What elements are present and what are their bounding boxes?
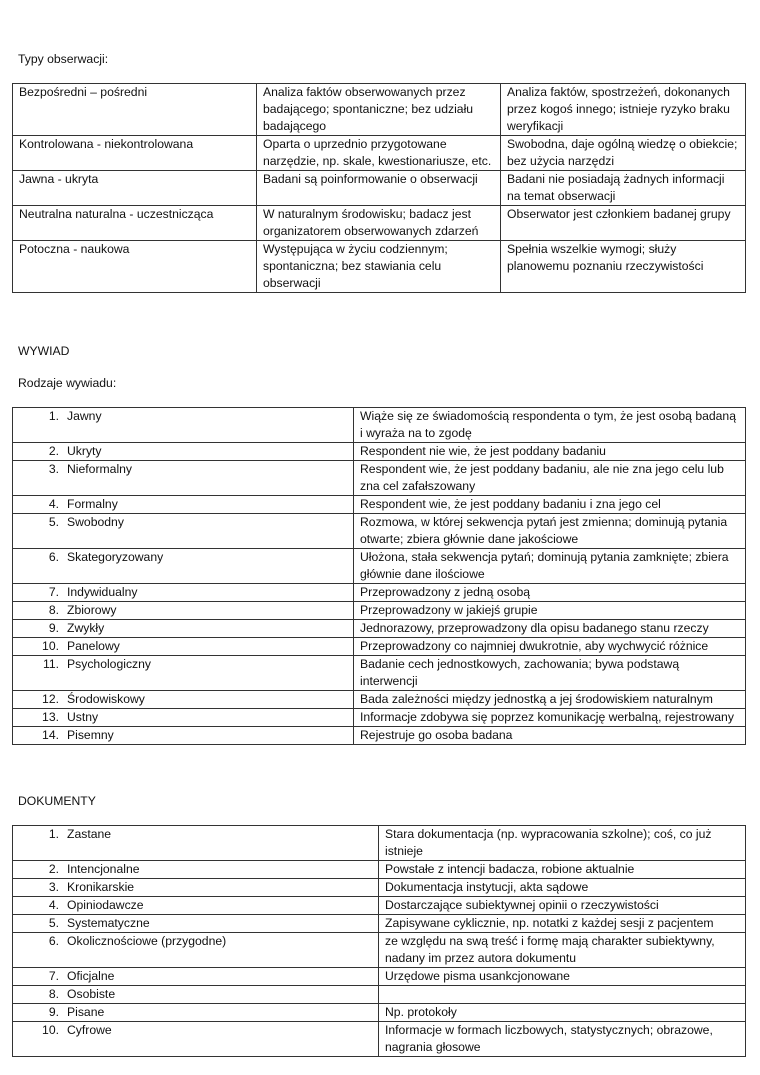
- interview-type-description: Respondent wie, że jest poddany badaniu i zna jego cel: [354, 496, 746, 514]
- interview-type-description: Przeprowadzony w jakiejś grupie: [354, 602, 746, 620]
- table-row: [13, 620, 746, 638]
- table-row: [13, 584, 746, 602]
- interview-type-name: Zwykły: [67, 621, 105, 635]
- interview-type-name: Ukryty: [67, 444, 102, 458]
- table-row: [13, 1004, 746, 1022]
- document-type-name: Kronikarskie: [67, 880, 135, 894]
- table-row: [13, 879, 746, 897]
- interview-type-name: Formalny: [67, 497, 118, 511]
- row-number: 10.: [42, 1023, 59, 1037]
- table-cell: Kontrolowana - niekontrolowana: [13, 136, 257, 171]
- table-cell: W naturalnym środowisku; badacz jest organizatorem obserwowanych zdarzeń: [257, 206, 501, 241]
- document-type-name: Osobiste: [67, 987, 116, 1001]
- interview-type-description: Przeprowadzony co najmniej dwukrotnie, aby wychwycić różnice: [354, 638, 746, 656]
- interview-type-name: Panelowy: [67, 639, 120, 653]
- interview-type-name: Zbiorowy: [67, 603, 117, 617]
- interview-type-description: Wiąże się ze świadomością respondenta o tym, że jest osobą badaną i wyraża na to zgodę: [354, 408, 746, 443]
- row-number: 2.: [48, 862, 59, 876]
- row-number: 7.: [48, 585, 59, 599]
- table-row: [13, 602, 746, 620]
- table-row: [13, 241, 746, 293]
- document-type-description: Powstałe z intencji badacza, robione aktualnie: [379, 861, 746, 879]
- row-number: 8.: [48, 603, 59, 617]
- table-cell: Obserwator jest członkiem badanej grupy: [501, 206, 746, 241]
- row-number: 13.: [42, 710, 59, 724]
- table-row: [13, 443, 746, 461]
- observation-types-table: [12, 83, 746, 293]
- interview-type-description: Badanie cech jednostkowych, zachowania; bywa podstawą interwencji: [354, 656, 746, 691]
- document-type-description: Zapisywane cyklicznie, np. notatki z każdej sesji z pacjentem: [379, 915, 746, 933]
- interview-type-name: Skategoryzowany: [67, 550, 164, 564]
- interview-type-name: Środowiskowy: [67, 692, 145, 706]
- interview-type-description: Przeprowadzony z jedną osobą: [354, 584, 746, 602]
- interview-type-name: Pisemny: [67, 728, 114, 742]
- table-row: [13, 656, 746, 691]
- table-row: [13, 861, 746, 879]
- interview-type-description: Rozmowa, w której sekwencja pytań jest zmienna; dominują pytania otwarte; zbiera głównie dane jakościowe: [354, 514, 746, 549]
- table-row: [13, 549, 746, 584]
- document-type-description: Informacje w formach liczbowych, statystycznych; obrazowe, nagrania głosowe: [379, 1022, 746, 1057]
- row-number: 10.: [42, 639, 59, 653]
- table-row: [13, 206, 746, 241]
- row-number: 3.: [48, 462, 59, 476]
- interview-type-description: Respondent nie wie, że jest poddany badaniu: [354, 443, 746, 461]
- table-cell: Analiza faktów obserwowanych przez badającego; spontaniczne; bez udziału badającego: [257, 84, 501, 136]
- interview-type-name: Jawny: [67, 409, 102, 423]
- interview-types-heading: Rodzaje wywiadu:: [18, 376, 117, 390]
- observation-types-heading: Typy obserwacji:: [18, 52, 109, 66]
- table-row: [13, 915, 746, 933]
- row-number: 5.: [48, 515, 59, 529]
- table-cell: Neutralna naturalna - uczestnicząca: [13, 206, 257, 241]
- interview-type-name: Ustny: [67, 710, 99, 724]
- row-number: 7.: [48, 969, 59, 983]
- table-row: [13, 968, 746, 986]
- row-number: 12.: [42, 692, 59, 706]
- table-row: [13, 1022, 746, 1057]
- interview-type-name: Indywidualny: [67, 585, 138, 599]
- document-type-description: Dostarczające subiektywnej opinii o rzeczywistości: [379, 897, 746, 915]
- table-cell: Oparta o uprzednio przygotowane narzędzie, np. skale, kwestionariusze, etc.: [257, 136, 501, 171]
- document-type-name: Cyfrowe: [67, 1023, 112, 1037]
- interview-type-description: Respondent wie, że jest poddany badaniu, ale nie zna jego celu lub zna cel zafałszowany: [354, 461, 746, 496]
- row-number: 2.: [48, 444, 59, 458]
- document-type-description: ze względu na swą treść i formę mają charakter subiektywny, nadany im przez autora dokumentu: [379, 933, 746, 968]
- row-number: 5.: [48, 916, 59, 930]
- interview-type-name: Nieformalny: [67, 462, 133, 476]
- table-cell: Swobodna, daje ogólną wiedzę o obiekcie; bez użycia narzędzi: [501, 136, 746, 171]
- document-type-description: Urzędowe pisma usankcjonowane: [379, 968, 746, 986]
- table-cell: Jawna - ukryta: [13, 171, 257, 206]
- document-type-name: Systematyczne: [67, 916, 150, 930]
- interview-type-description: Jednorazowy, przeprowadzony dla opisu badanego stanu rzeczy: [354, 620, 746, 638]
- row-number: 6.: [48, 934, 59, 948]
- document-type-description: Dokumentacja instytucji, akta sądowe: [379, 879, 746, 897]
- table-row: [13, 897, 746, 915]
- row-number: 14.: [42, 728, 59, 742]
- row-number: 1.: [48, 827, 59, 841]
- row-number: 9.: [48, 621, 59, 635]
- interview-type-description: Informacje zdobywa się poprzez komunikację werbalną, rejestrowany: [354, 709, 746, 727]
- table-row: [13, 986, 746, 1004]
- table-cell: Występująca w życiu codziennym; spontaniczna; bez stawiania celu obserwacji: [257, 241, 501, 293]
- document-type-name: Opiniodawcze: [67, 898, 144, 912]
- document-type-name: Intencjonalne: [67, 862, 140, 876]
- row-number: 4.: [48, 497, 59, 511]
- interview-type-description: Ułożona, stała sekwencja pytań; dominują pytania zamknięte; zbiera głównie dane ilościowe: [354, 549, 746, 584]
- interview-types-table: [12, 407, 746, 745]
- table-row: [13, 933, 746, 968]
- documents-section-title: DOKUMENTY: [18, 794, 96, 808]
- row-number: 3.: [48, 880, 59, 894]
- document-type-description: Np. protokoły: [379, 1004, 746, 1022]
- table-row: [13, 84, 746, 136]
- table-row: [13, 496, 746, 514]
- interview-type-description: Bada zależności między jednostką a jej środowiskiem naturalnym: [354, 691, 746, 709]
- document-type-description: [379, 986, 746, 1004]
- row-number: 11.: [42, 657, 59, 671]
- row-number: 1.: [48, 409, 59, 423]
- table-row: [13, 826, 746, 861]
- interview-type-description: Rejestruje go osoba badana: [354, 727, 746, 745]
- table-row: [13, 461, 746, 496]
- table-row: [13, 408, 746, 443]
- interview-type-name: Swobodny: [67, 515, 124, 529]
- table-row: [13, 514, 746, 549]
- table-row: [13, 171, 746, 206]
- document-type-name: Oficjalne: [67, 969, 115, 983]
- document-type-name: Zastane: [67, 827, 112, 841]
- table-row: [13, 709, 746, 727]
- row-number: 8.: [48, 987, 59, 1001]
- table-cell: Potoczna - naukowa: [13, 241, 257, 293]
- documents-table: [12, 825, 746, 1057]
- table-cell: Badani nie posiadają żadnych informacji na temat obserwacji: [501, 171, 746, 206]
- interview-type-name: Psychologiczny: [67, 657, 151, 671]
- row-number: 6.: [48, 550, 59, 564]
- table-cell: Spełnia wszelkie wymogi; służy planowemu poznaniu rzeczywistości: [501, 241, 746, 293]
- interview-section-title: WYWIAD: [18, 344, 70, 358]
- document-type-name: Okolicznościowe (przygodne): [67, 934, 227, 948]
- table-row: [13, 727, 746, 745]
- table-row: [13, 136, 746, 171]
- document-type-description: Stara dokumentacja (np. wypracowania szkolne); coś, co już istnieje: [379, 826, 746, 861]
- table-cell: Analiza faktów, spostrzeżeń, dokonanych przez kogoś innego; istnieje ryzyko braku weryfikacji: [501, 84, 746, 136]
- row-number: 9.: [48, 1005, 59, 1019]
- document-type-name: Pisane: [67, 1005, 105, 1019]
- table-row: [13, 638, 746, 656]
- row-number: 4.: [48, 898, 59, 912]
- table-cell: Bezpośredni – pośredni: [13, 84, 257, 136]
- table-row: [13, 691, 746, 709]
- table-cell: Badani są poinformowanie o obserwacji: [257, 171, 501, 206]
